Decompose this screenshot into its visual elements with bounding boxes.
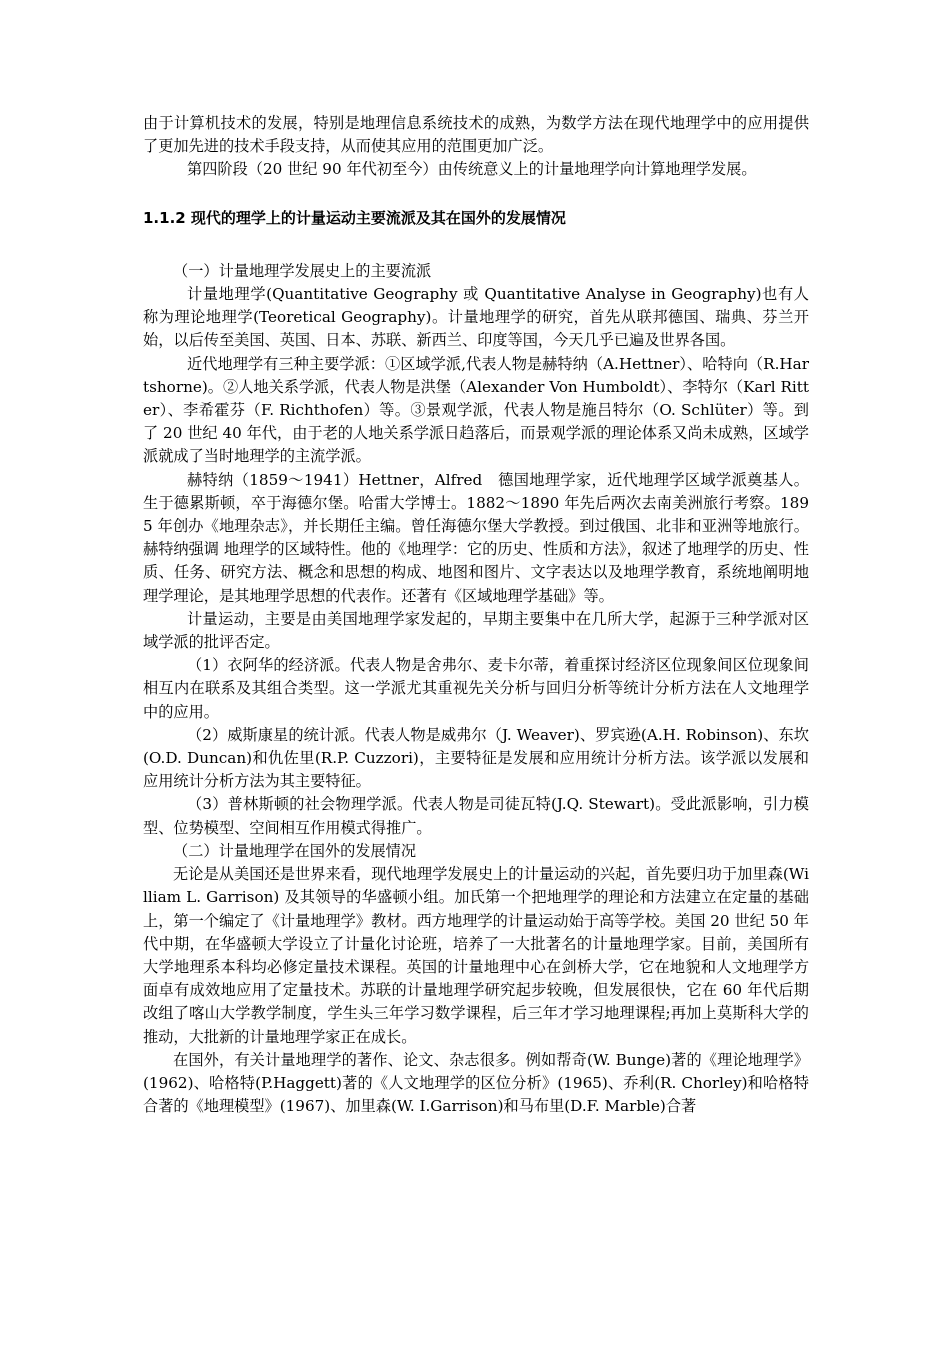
paragraph-publications: 在国外，有关计量地理学的著作、论文、杂志很多。例如帮奇(W. Bunge)著的《理论地理学》(1962)、哈格特(P.Haggett)著的《人文地理学的区位分析》(1965)、乔利(R. Chorley)和哈格特合著的《地理模型》(1967)、加里森(W. I.Garrison)和马布里(D.F. Marble)合著 (143, 1050, 809, 1116)
paragraph-three-schools: 近代地理学有三种主要学派：①区域学派,代表人物是赫特纳（A.Hettner）、哈特向（R.Hartshorne)。②人地关系学派，代表人物是洪堡（Alexander Von Humboldt）、李特尔（Karl Ritter）、李希霍芬（F. Richthofen）等。③景观学派，代表人物是施吕特尔（O. Schlüter）等。到了 20 世纪 40 年代，由于老的人地关系学派日趋落后，而景观学派的理论体系又尚未成熟，区域学派就成了当时地理学的主流学派。 (143, 354, 809, 466)
section-heading: 1.1.2 现代的理学上的计量运动主要流派及其在国外的发展情况 (143, 208, 566, 227)
paragraph-school-iowa: （1）衣阿华的经济派。代表人物是舍弗尔、麦卡尔蒂，着重探讨经济区位现象间区位现象间相互内在联系及其组合类型。这一学派尤其重视先关分析与回归分析等统计分析方法在人文地理学中的应用。 (143, 656, 809, 721)
paragraph-hettner: 赫特纳（1859～1941）Hettner，Alfred 德国地理学家，近代地理学区域学派奠基人。生于德累斯顿，卒于海德尔堡。哈雷大学博士。1882～1890 年先后两次去南美洲旅行考察。1895 年创办《地理杂志》，并长期任主编。曾任海德尔堡大学教授。到过俄国、北非和亚洲等地旅行。赫特纳强调 地理学的区域特性。他的《地理学：它的历史、性质和方法》，叙述了地理学的历史、性质、任务、研究方法、概念和思想的构成、地图和图片、文字表达以及地理学教育，系统地阐明地理学理论，是其地理学思想的代表作。还著有《区域地理学基础》等。 (143, 470, 809, 605)
paragraph-quantitative-movement: 计量运动，主要是由美国地理学家发起的，早期主要集中在几所大学，起源于三种学派对区域学派的批评否定。 (143, 609, 809, 652)
subsection-title-schools: （一）计量地理学发展史上的主要流派 (173, 261, 432, 280)
paragraph-stage-four: 第四阶段（20 世纪 90 年代初至今）由传统意义上的计量地理学向计算地理学发展。 (187, 160, 757, 179)
paragraph-school-princeton: （3）普林斯顿的社会物理学派。代表人物是司徒瓦特(J.Q. Stewart)。受此派影响，引力模型、位势模型、空间相互作用模式得推广。 (143, 795, 809, 837)
paragraph-definition: 计量地理学(Quantitative Geography 或 Quantitative Analyse in Geography)也有人称为理论地理学(Teoretical Geography)。计量地理学的研究，首先从联邦德国、瑞典、芬兰开始，以后传至美国、英国、日本、苏联、新西兰、印度等国，今天几乎已遍及世界各国。 (143, 285, 809, 350)
paragraph-intro: 由于计算机技术的发展，特别是地理信息系统技术的成熟，为数学方法在现代地理学中的应用提供了更加先进的技术手段支持，从而使其应用的范围更加广泛。 (143, 114, 809, 156)
subsection-title-abroad: （二）计量地理学在国外的发展情况 (173, 841, 416, 860)
document-page (143, 112, 809, 1118)
paragraph-school-wisconsin: （2）威斯康星的统计派。代表人物是威弗尔（J. Weaver)、罗宾逊(A.H. Robinson)、东坎(O.D. Duncan)和仇佐里(R.P. Cuzzori)，主要特征是发展和应用统计分析方法。该学派以发展和应用统计分析方法为其主要特征。 (143, 725, 809, 791)
paragraph-garrison: 无论是从美国还是世界来看，现代地理学发展史上的计量运动的兴起，首先要归功于加里森(William L. Garrison) 及其领导的华盛顿小组。加氏第一个把地理学的理论和方法建立在定量的基础上，第一个编定了《计量地理学》教材。西方地理学的计量运动始于高等学校。美国 20 世纪 50 年代中期，在华盛顿大学设立了计量化讨论班，培养了一大批著名的计量地理学家。目前，美国所有大学地理系本科均必修定量技术课程。英国的计量地理中心在剑桥大学，它在地貌和人文地理学方面卓有成效地应用了定量技术。苏联的计量地理学研究起步较晚，但发展很快，它在 60 年代后期改组了喀山大学教学制度，学生头三年学习数学课程，后三年才学习地理课程;再加上莫斯科大学的推动，大批新的计量地理学家正在成长。 (143, 865, 809, 1046)
